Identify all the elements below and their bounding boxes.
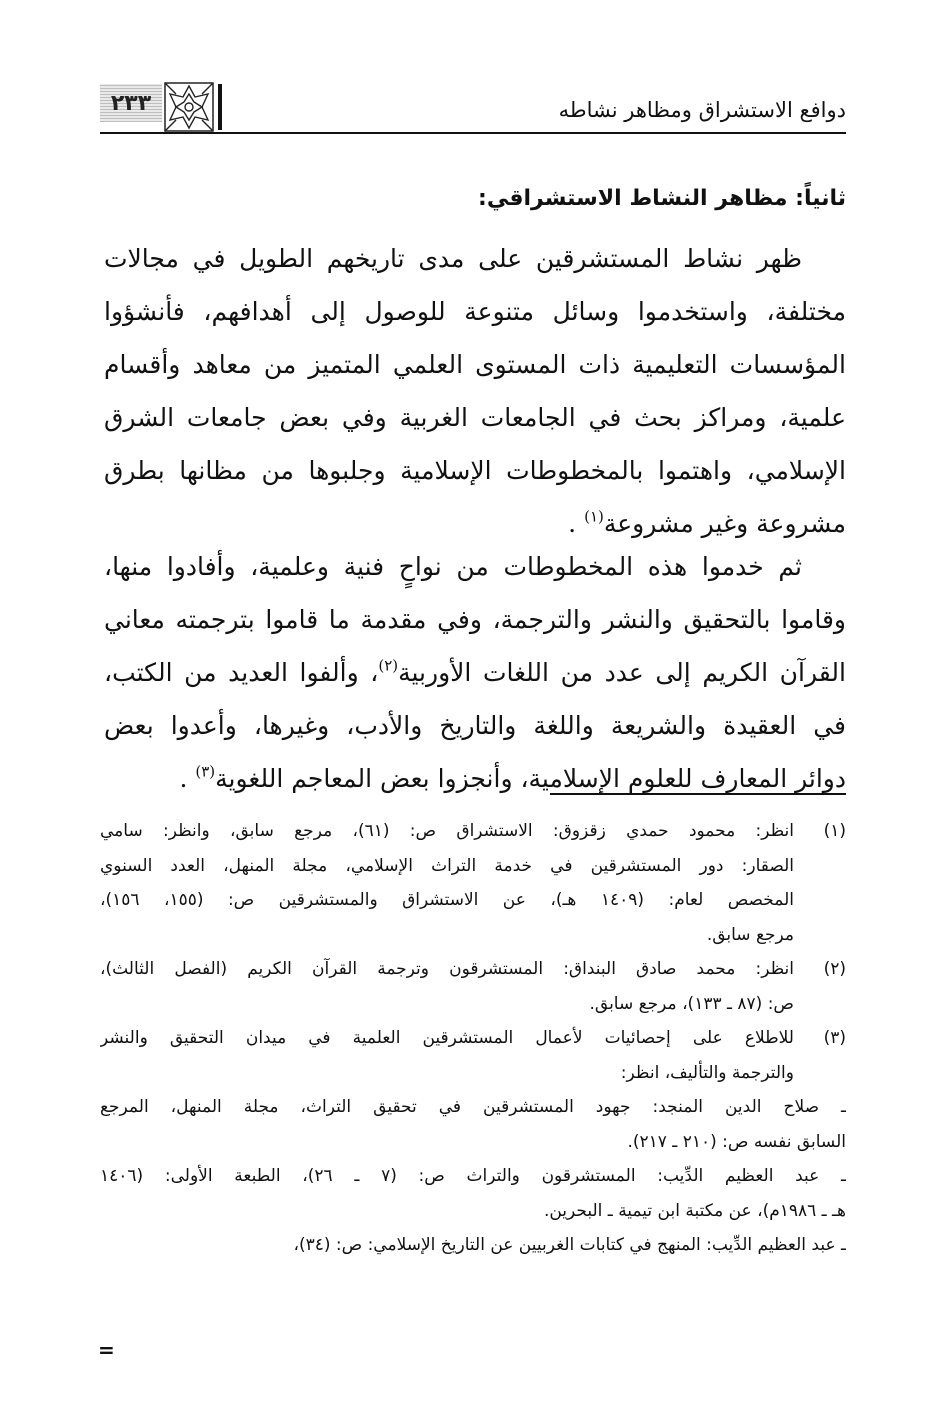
- paragraph-line: الإسلامي، واهتموا بالمخطوطات الإسلامية وجلبوها من مظانها بطرق: [104, 456, 846, 485]
- footnote-line: الصقار: دور المستشرقين في خدمة التراث الإسلامي، مجلة المنهل، العدد السنوي: [100, 855, 794, 876]
- footnote-ref-2: (٢): [378, 656, 399, 675]
- footnote-line: انظر: محمد صادق البنداق: المستشرقون وترجمة القرآن الكريم (الفصل الثالث)،: [100, 959, 794, 979]
- footnote-separator: [550, 793, 846, 795]
- footnote-2: [100, 952, 846, 1021]
- line-end-period: .: [179, 764, 188, 793]
- footnote-line: ـ عبد العظيم الدِّيب: المستشرقون والتراث ص: (٧ ـ ٢٦)، الطبعة الأولى: (١٤٠٦: [100, 1166, 846, 1186]
- footnote-line: هـ ـ ١٩٨٦م)، عن مكتبة ابن تيمية ـ البحرين.: [543, 1200, 846, 1221]
- footnote-line: للاطلاع على إحصائيات لأعمال المستشرقين العلمية في ميدان التحقيق والنشر: [100, 1028, 794, 1048]
- line-text: دوائر المعارف للعلوم الإسلامية، وأنجزوا بعض المعاجم اللغوية: [215, 764, 846, 793]
- footnote-number: (٣): [823, 1028, 846, 1048]
- continuation-mark: =: [98, 1338, 115, 1362]
- badge-separator: [218, 84, 222, 130]
- footnote-number: (١): [823, 821, 846, 841]
- footnote-line: ـ صلاح الدين المنجد: جهود المستشرقين في تحقيق التراث، مجلة المنهل، المرجع: [100, 1097, 846, 1117]
- paragraph-line: [104, 646, 846, 699]
- footnotes: [100, 814, 846, 1263]
- page-number-box: [100, 84, 162, 122]
- paragraph-line: في العقيدة والشريعة واللغة والتاريخ والأدب، وغيرها، وأعدوا بعض: [104, 711, 846, 740]
- footnote-line: ص: (٨٧ ـ ١٣٣)، مرجع سابق.: [589, 993, 794, 1014]
- paragraph-line: [104, 752, 846, 805]
- paragraph-line: المؤسسات التعليمية ذات المستوى العلمي المتميز من معاهد وأقسام: [104, 350, 846, 379]
- paragraph-line: وقاموا بالتحقيق والنشر والترجمة، وفي مقدمة ما قاموا بترجمته معاني: [104, 605, 846, 634]
- section-heading: ثانياً: مظاهر النشاط الاستشراقي:: [478, 186, 846, 211]
- footnote-1: [100, 814, 846, 952]
- paragraph-line: ظهر نشاط المستشرقين على مدى تاريخهم الطويل في مجالات: [104, 244, 802, 273]
- paragraph-2: [104, 540, 846, 805]
- line-text: مشروعة وغير مشروعة: [603, 509, 846, 538]
- page-number: ٢٣٣: [110, 90, 152, 116]
- footnote-ref-3: (٣): [195, 762, 216, 781]
- footnote-ref-1: (١): [584, 507, 604, 526]
- footnote-line: والترجمة والتأليف، انظر:: [620, 1062, 794, 1083]
- paragraph-1: [104, 232, 846, 550]
- footnote-line: انظر: محمود حمدي زقزوق: الاستشراق ص: (٦١)، مرجع سابق، وانظر: سامي: [100, 821, 794, 841]
- footnote-3: [100, 1021, 846, 1263]
- footnote-line: مرجع سابق.: [706, 924, 794, 945]
- paragraph-line: علمية، ومراكز بحث في الجامعات الغربية وفي بعض جامعات الشرق: [104, 403, 846, 432]
- paragraph-line: مختلفة، واستخدموا وسائل متنوعة للوصول إلى أهدافهم، فأنشؤوا: [104, 297, 846, 326]
- page-number-badge: [100, 82, 226, 132]
- footnote-number: (٢): [823, 959, 846, 979]
- footnote-line: المخصص لعام: (١٤٠٩ هـ)، عن الاستشراق والمستشرقين ص: (١٥٥، ١٥٦)،: [100, 890, 794, 910]
- page-header: [100, 82, 846, 134]
- paragraph-line: ثم خدموا هذه المخطوطات من نواحٍ فنية وعلمية، وأفادوا منها،: [104, 552, 802, 581]
- line-end-period: .: [568, 509, 577, 538]
- header-rule: [100, 132, 846, 134]
- line-text: ، وألفوا العديد من الكتب،: [104, 658, 379, 687]
- line-text: القرآن الكريم إلى عدد من اللغات الأوربية: [398, 658, 846, 687]
- running-title: دوافع الاستشراق ومظاهر نشاطه: [558, 98, 846, 122]
- footnote-line: السابق نفسه ص: (٢١٠ ـ ٢١٧).: [627, 1131, 846, 1152]
- arabesque-ornament-icon: [164, 82, 214, 132]
- footnote-line: ـ عبد العظيم الدِّيب: المنهج في كتابات الغربيين عن التاريخ الإسلامي: ص: (٣٤)،: [293, 1235, 846, 1255]
